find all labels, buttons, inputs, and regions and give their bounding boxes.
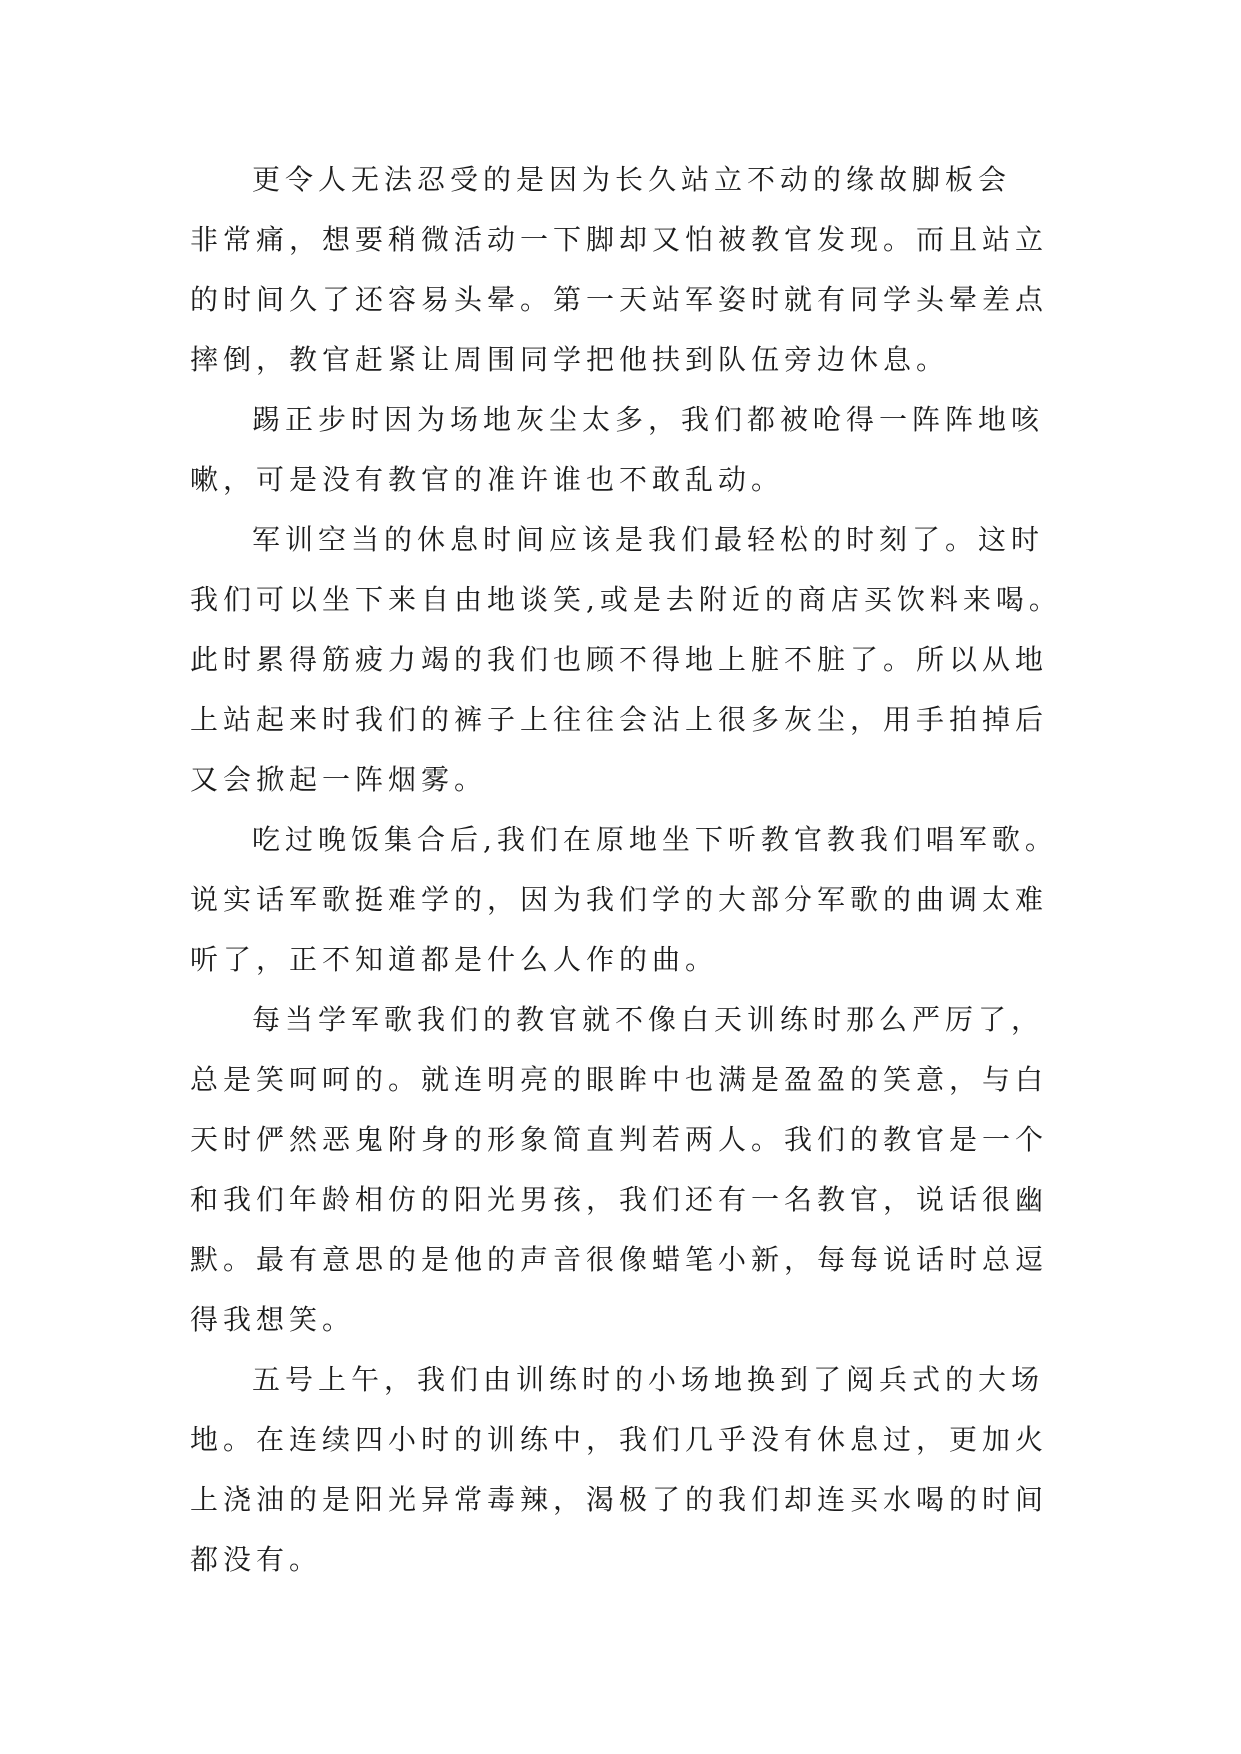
text-line: 每当学军歌我们的教官就不像白天训练时那么严厉了， xyxy=(252,1003,1045,1036)
paragraph xyxy=(190,510,1062,810)
text-line: 上站起来时我们的裤子上往往会沾上很多灰尘，用手拍掉后 xyxy=(190,703,1049,736)
text-line: 嗽，可是没有教官的准许谁也不敢乱动。 xyxy=(190,463,785,496)
text-line: 和我们年龄相仿的阳光男孩，我们还有一名教官，说话很幽 xyxy=(190,1183,1049,1216)
text-line: 得我想笑。 xyxy=(190,1303,356,1336)
text-line: 地。在连续四小时的训练中，我们几乎没有休息过，更加火 xyxy=(190,1423,1049,1456)
text-line: 说实话军歌挺难学的，因为我们学的大部分军歌的曲调太难 xyxy=(190,883,1049,916)
text-line: 的时间久了还容易头晕。第一天站军姿时就有同学头晕差点 xyxy=(190,283,1049,316)
text-line: 又会掀起一阵烟雾。 xyxy=(190,763,488,796)
paragraph xyxy=(190,150,1050,390)
text-line: 吃过晚饭集合后,我们在原地坐下听教官教我们唱军歌。 xyxy=(252,823,1058,856)
text-line: 踢正步时因为场地灰尘太多，我们都被呛得一阵阵地咳 xyxy=(252,403,1045,436)
paragraph xyxy=(190,1350,1050,1590)
text-line: 默。最有意思的是他的声音很像蜡笔小新，每每说话时总逗 xyxy=(190,1243,1049,1276)
paragraph xyxy=(190,390,1050,510)
text-line: 总是笑呵呵的。就连明亮的眼眸中也满是盈盈的笑意，与白 xyxy=(190,1063,1049,1096)
text-line: 非常痛，想要稍微活动一下脚却又怕被教官发现。而且站立 xyxy=(190,223,1049,256)
text-line: 天时俨然恶鬼附身的形象简直判若两人。我们的教官是一个 xyxy=(190,1123,1049,1156)
text-line: 此时累得筋疲力竭的我们也顾不得地上脏不脏了。所以从地 xyxy=(190,643,1049,676)
text-line: 更令人无法忍受的是因为长久站立不动的缘故脚板会 xyxy=(252,163,1012,196)
text-line: 摔倒，教官赶紧让周围同学把他扶到队伍旁边休息。 xyxy=(190,343,950,376)
document-body xyxy=(190,150,1062,1590)
text-line: 听了，正不知道都是什么人作的曲。 xyxy=(190,943,719,976)
text-line: 我们可以坐下来自由地谈笑,或是去附近的商店买饮料来喝。 xyxy=(190,583,1062,616)
text-line: 五号上午，我们由训练时的小场地换到了阅兵式的大场 xyxy=(252,1363,1045,1396)
text-line: 都没有。 xyxy=(190,1543,323,1576)
text-line: 上浇油的是阳光异常毒辣，渴极了的我们却连买水喝的时间 xyxy=(190,1483,1049,1516)
paragraph xyxy=(190,810,1058,990)
paragraph xyxy=(190,990,1050,1350)
text-line: 军训空当的休息时间应该是我们最轻松的时刻了。这时 xyxy=(252,523,1045,556)
